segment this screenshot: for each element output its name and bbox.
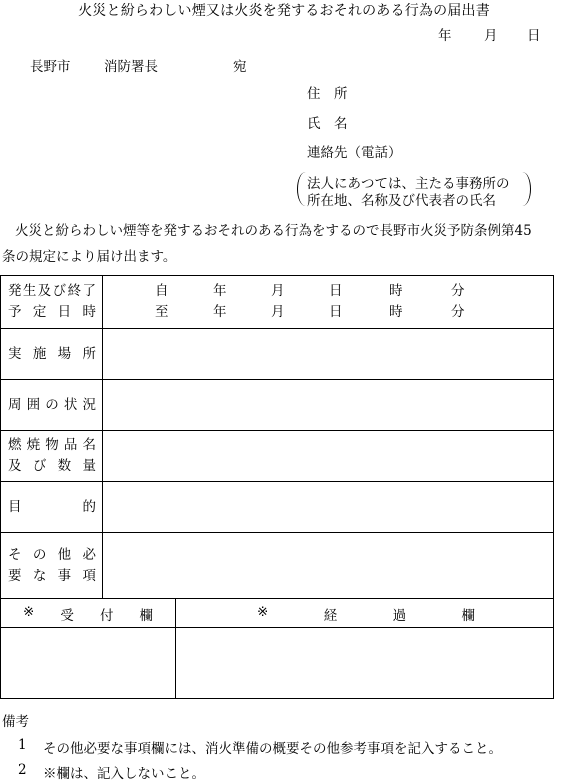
purpose-label-cell (1, 482, 103, 533)
purpose-field[interactable] (103, 482, 554, 533)
document-title: 火災と紛らわしい煙又は火炎を発するおそれのある行為の届出書 (78, 3, 490, 19)
period-to-row: 至 年 月 日 時 分 (155, 304, 465, 320)
other-label-line-2: 要 な 事 項 (8, 567, 96, 584)
materials-label-line-2: 及 び 数 量 (8, 458, 96, 474)
body-text-line-2: 条の規定により届け出ます。 (2, 249, 177, 265)
corporate-note-line-2: 所在地、名称及び代表者の氏名 (307, 193, 496, 209)
other-field[interactable] (103, 533, 554, 599)
materials-label-cell (1, 431, 103, 482)
note-2-number: 2 (18, 762, 27, 778)
materials-field[interactable] (103, 431, 554, 482)
corporate-note (297, 172, 531, 208)
place-field[interactable] (103, 329, 554, 380)
period-label-line-2: 予 定 日 時 (8, 304, 96, 320)
reception-header: ※ 受 付 欄 (23, 604, 153, 624)
corporate-note-line-1: 法人にあつては、主たる事務所の (307, 176, 510, 192)
contact-label: 連絡先（電話） (307, 145, 402, 161)
notification-table (0, 275, 554, 599)
surroundings-field[interactable] (103, 380, 554, 431)
materials-label-line-1: 燃 焼 物 品 名 (8, 437, 96, 453)
period-field[interactable] (103, 276, 554, 329)
place-label-cell (1, 329, 103, 380)
right-bracket (522, 172, 531, 206)
addressee-suffix: 宛 (233, 59, 247, 75)
surroundings-label-cell (1, 380, 103, 431)
progress-field[interactable] (176, 628, 553, 698)
period-label-cell (1, 276, 103, 329)
note-1-number: 1 (18, 737, 27, 753)
left-bracket (297, 172, 306, 206)
note-2-text: ※欄は、記入しないこと。 (43, 766, 205, 782)
name-label: 氏 名 (307, 116, 348, 132)
addressee-city: 長野市 (30, 59, 71, 75)
date-month: 月 (484, 28, 498, 44)
purpose-label: 目 的 (8, 498, 96, 515)
progress-header: ※ 経 過 欄 (257, 604, 475, 624)
address-label: 住 所 (307, 86, 348, 102)
other-label-line-1: そ の 他 必 (8, 546, 96, 563)
office-use-section (0, 598, 554, 699)
addressee-office: 消防署長 (104, 59, 158, 75)
reception-field[interactable] (1, 628, 175, 698)
notes-heading: 備考 (2, 714, 29, 730)
surroundings-label: 周 囲 の 状 況 (8, 396, 96, 413)
place-label: 実 施 場 所 (8, 345, 96, 362)
body-text-line-1: 火災と紛らわしい煙等を発するおそれのある行為をするので長野市火災予防条例第45 (15, 223, 532, 239)
date-day: 日 (527, 28, 541, 44)
period-label-line-1: 発 生 及 び 終 了 (8, 283, 96, 299)
date-year: 年 (438, 28, 452, 44)
period-from-row: 自 年 月 日 時 分 (155, 283, 465, 299)
other-label-cell (1, 533, 103, 599)
note-1-text: その他必要な事項欄には、消火準備の概要その他参考事項を記入すること。 (43, 741, 502, 757)
